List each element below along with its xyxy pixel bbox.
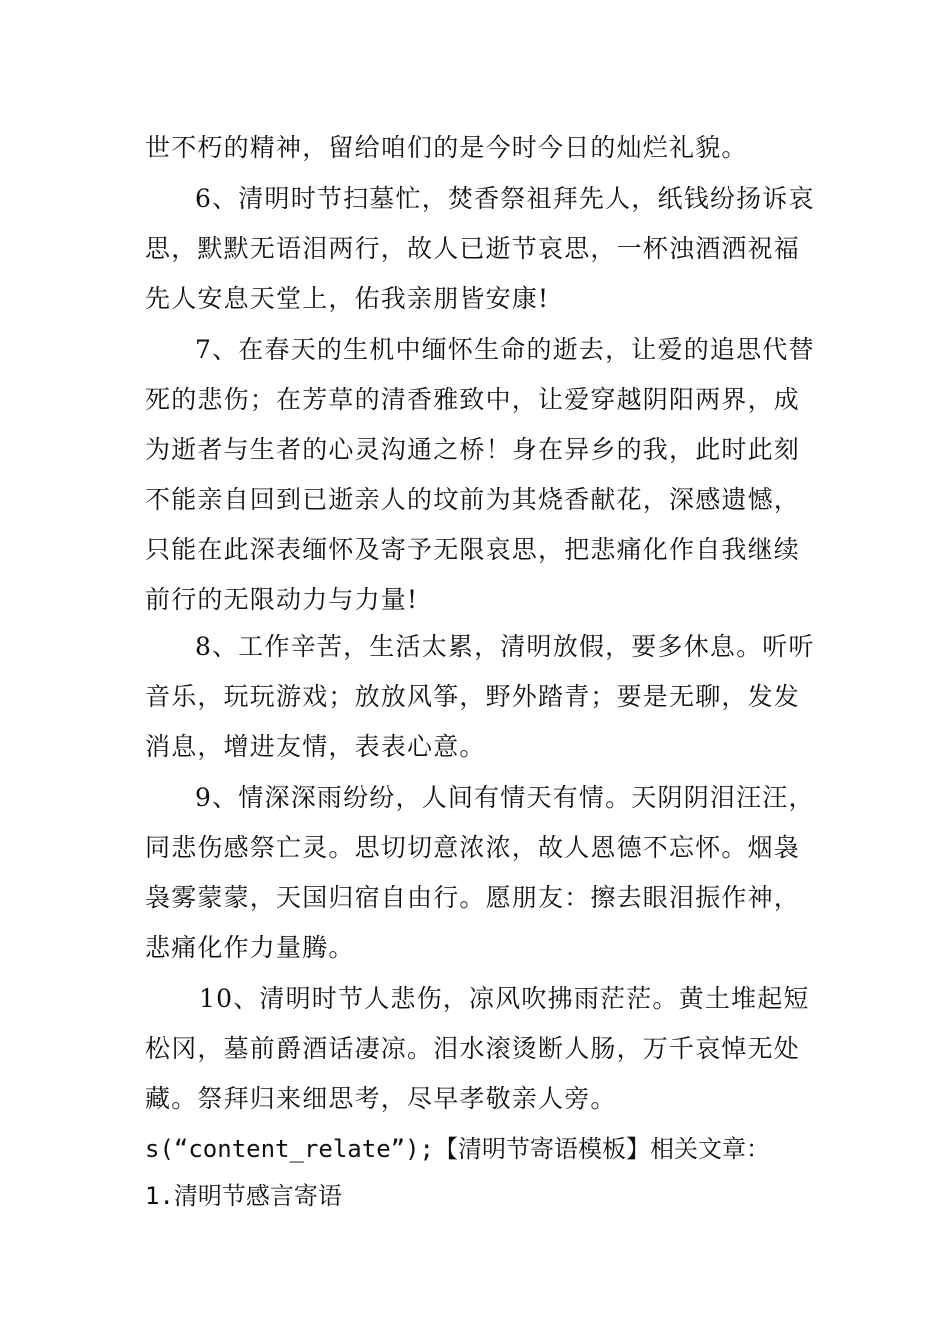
paragraph-6-line-2: 思，默默无语泪两行，故人已逝节哀思，一杯浊酒洒祝福 [145, 234, 801, 263]
related-articles-heading: s(“content_relate”);【清明节寄语模板】相关文章： [145, 1135, 770, 1163]
paragraph-7-line-2: 死的悲伤；在芳草的清香雅致中，让爱穿越阴阳两界，成 [145, 385, 801, 414]
paragraph-6-line-1: 6、清明时节扫墓忙，焚香祭祖拜先人，纸钱纷扬诉哀 [195, 184, 815, 213]
paragraph-7-line-4: 不能亲自回到已逝亲人的坟前为其烧香献花，深感遗憾， [145, 485, 801, 514]
paragraph-7-line-5: 只能在此深表缅怀及寄予无限哀思，把悲痛化作自我继续 [145, 535, 801, 564]
paragraph-8-line-2: 音乐，玩玩游戏；放放风筝，野外踏青；要是无聊，发发 [145, 682, 801, 711]
paragraph-10-line-2: 松冈，墓前爵酒话凄凉。泪水滚烫断人肠，万千哀悼无处 [145, 1034, 801, 1063]
paragraph-9-line-3: 袅雾蒙蒙，天国归宿自由行。愿朋友：擦去眼泪振作神， [145, 883, 801, 912]
related-article-link-1[interactable]: 1.清明节感言寄语 [145, 1182, 342, 1210]
paragraph-6-line-3: 先人安息天堂上，佑我亲朋皆安康! [145, 284, 550, 313]
paragraph-7-line-1: 7、在春天的生机中缅怀生命的逝去，让爱的追思代替 [195, 335, 815, 364]
paragraph-10-line-3: 藏。祭拜归来细思考，尽早孝敬亲人旁。 [145, 1084, 617, 1113]
paragraph-7-line-6: 前行的无限动力与力量! [145, 585, 419, 614]
paragraph-7-line-3: 为逝者与生者的心灵沟通之桥！身在异乡的我，此时此刻 [145, 435, 801, 464]
paragraph-9-line-2: 同悲伤感祭亡灵。思切切意浓浓，故人恩德不忘怀。烟袅 [145, 833, 801, 862]
paragraph-8-line-3: 消息，增进友情，表表心意。 [145, 732, 486, 761]
paragraph-10-line-1: 10、清明时节人悲伤，凉风吹拂雨茫茫。黄土堆起短 [199, 984, 810, 1013]
paragraph-8-line-1: 8、工作辛苦，生活太累，清明放假，要多休息。听听 [195, 632, 815, 661]
paragraph-9-line-4: 悲痛化作力量腾。 [145, 933, 355, 962]
paragraph-5-line-3: 世不朽的精神，留给咱们的是今时今日的灿烂礼貌。 [145, 133, 748, 162]
paragraph-9-line-1: 9、情深深雨纷纷，人间有情天有情。天阴阴泪汪汪， [195, 783, 815, 812]
